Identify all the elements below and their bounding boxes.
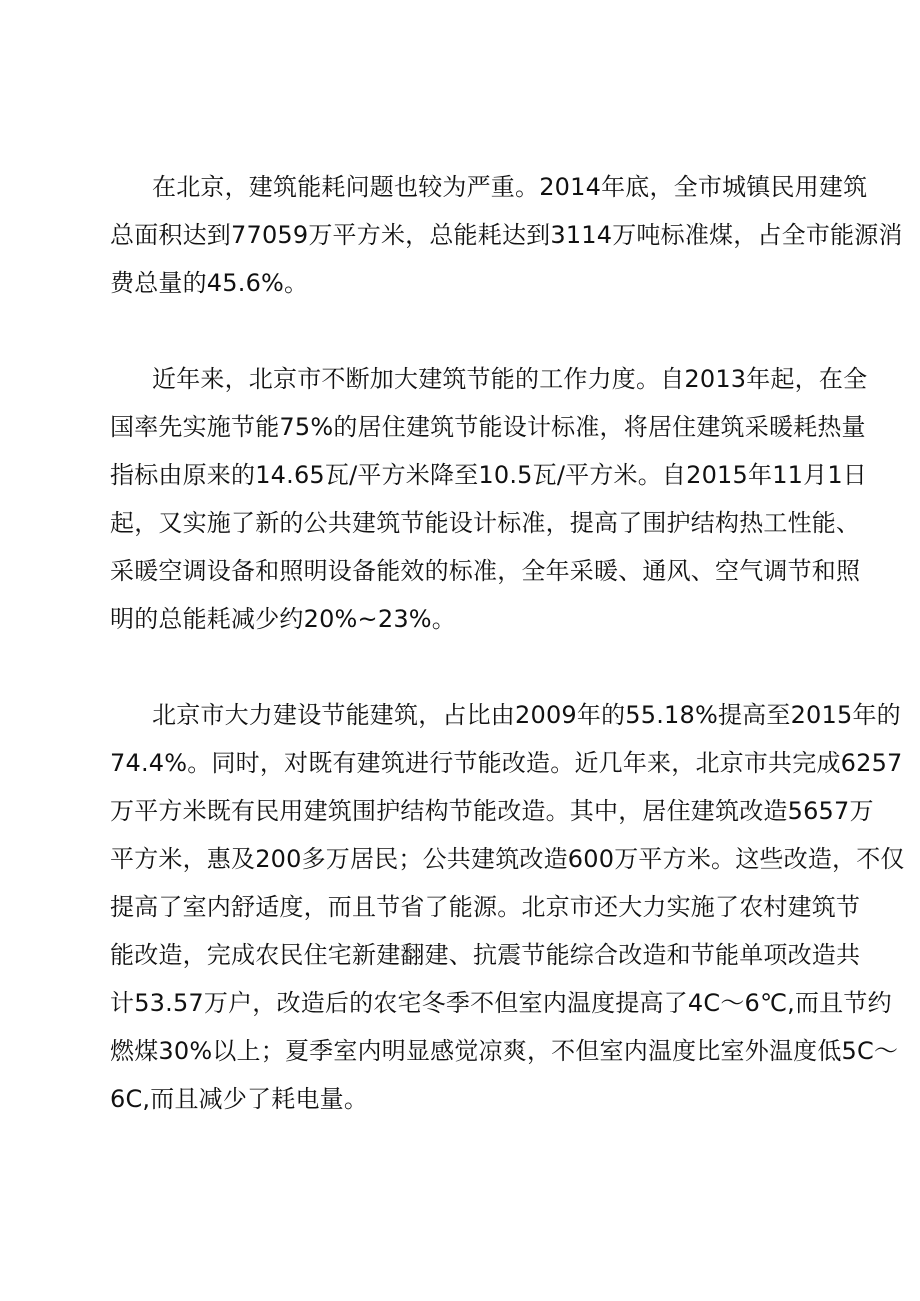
- paragraph-line: 提高了室内舒适度，而且节省了能源。北京市还大力实施了农村建筑节: [110, 893, 861, 921]
- paragraph-line: 费总量的45.6%。: [110, 269, 309, 297]
- paragraph-line: 平方米，惠及200多万居民；公共建筑改造600万平方米。这些改造，不仅: [110, 845, 905, 873]
- paragraph-line: 6C,而且减少了耗电量。: [110, 1085, 369, 1113]
- paragraph-line: 起，又实施了新的公共建筑节能设计标准，提高了围护结构热工性能、: [110, 509, 861, 537]
- paragraph-line: 计53.57万户，改造后的农宅冬季不但室内温度提高了4C〜6℃,而且节约: [110, 989, 892, 1017]
- paragraph-line: 燃煤30%以上；夏季室内明显感觉凉爽，不但室内温度比室外温度低5C〜: [110, 1037, 899, 1065]
- paragraph-line: 74.4%。同时，对既有建筑进行节能改造。近几年来，北京市共完成6257: [110, 749, 903, 777]
- paragraph-line: 国率先实施节能75%的居住建筑节能设计标准，将居住建筑采暖耗热量: [110, 413, 866, 441]
- paragraph-line: 指标由原来的14.65瓦/平方米降至10.5瓦/平方米。自2015年11月1日: [110, 461, 868, 489]
- paragraph-line: 在北京，建筑能耗问题也较为严重。2014年底，全市城镇民用建筑: [152, 173, 868, 201]
- paragraph-line: 采暖空调设备和照明设备能效的标准，全年采暖、通风、空气调节和照: [110, 557, 861, 585]
- paragraph-line: 近年来，北京市不断加大建筑节能的工作力度。自2013年起，在全: [152, 365, 868, 393]
- paragraph-line: 总面积达到77059万平方米，总能耗达到3114万吨标准煤，占全市能源消: [110, 221, 903, 249]
- paragraph-line: 明的总能耗减少约20%~23%。: [110, 605, 456, 633]
- paragraph-line: 万平方米既有民用建筑围护结构节能改造。其中，居住建筑改造5657万: [110, 797, 874, 825]
- paragraph-line: 北京市大力建设节能建筑，占比由2009年的55.18%提高至2015年的: [152, 701, 901, 729]
- paragraph-line: 能改造，完成农民住宅新建翻建、抗震节能综合改造和节能单项改造共: [110, 941, 861, 969]
